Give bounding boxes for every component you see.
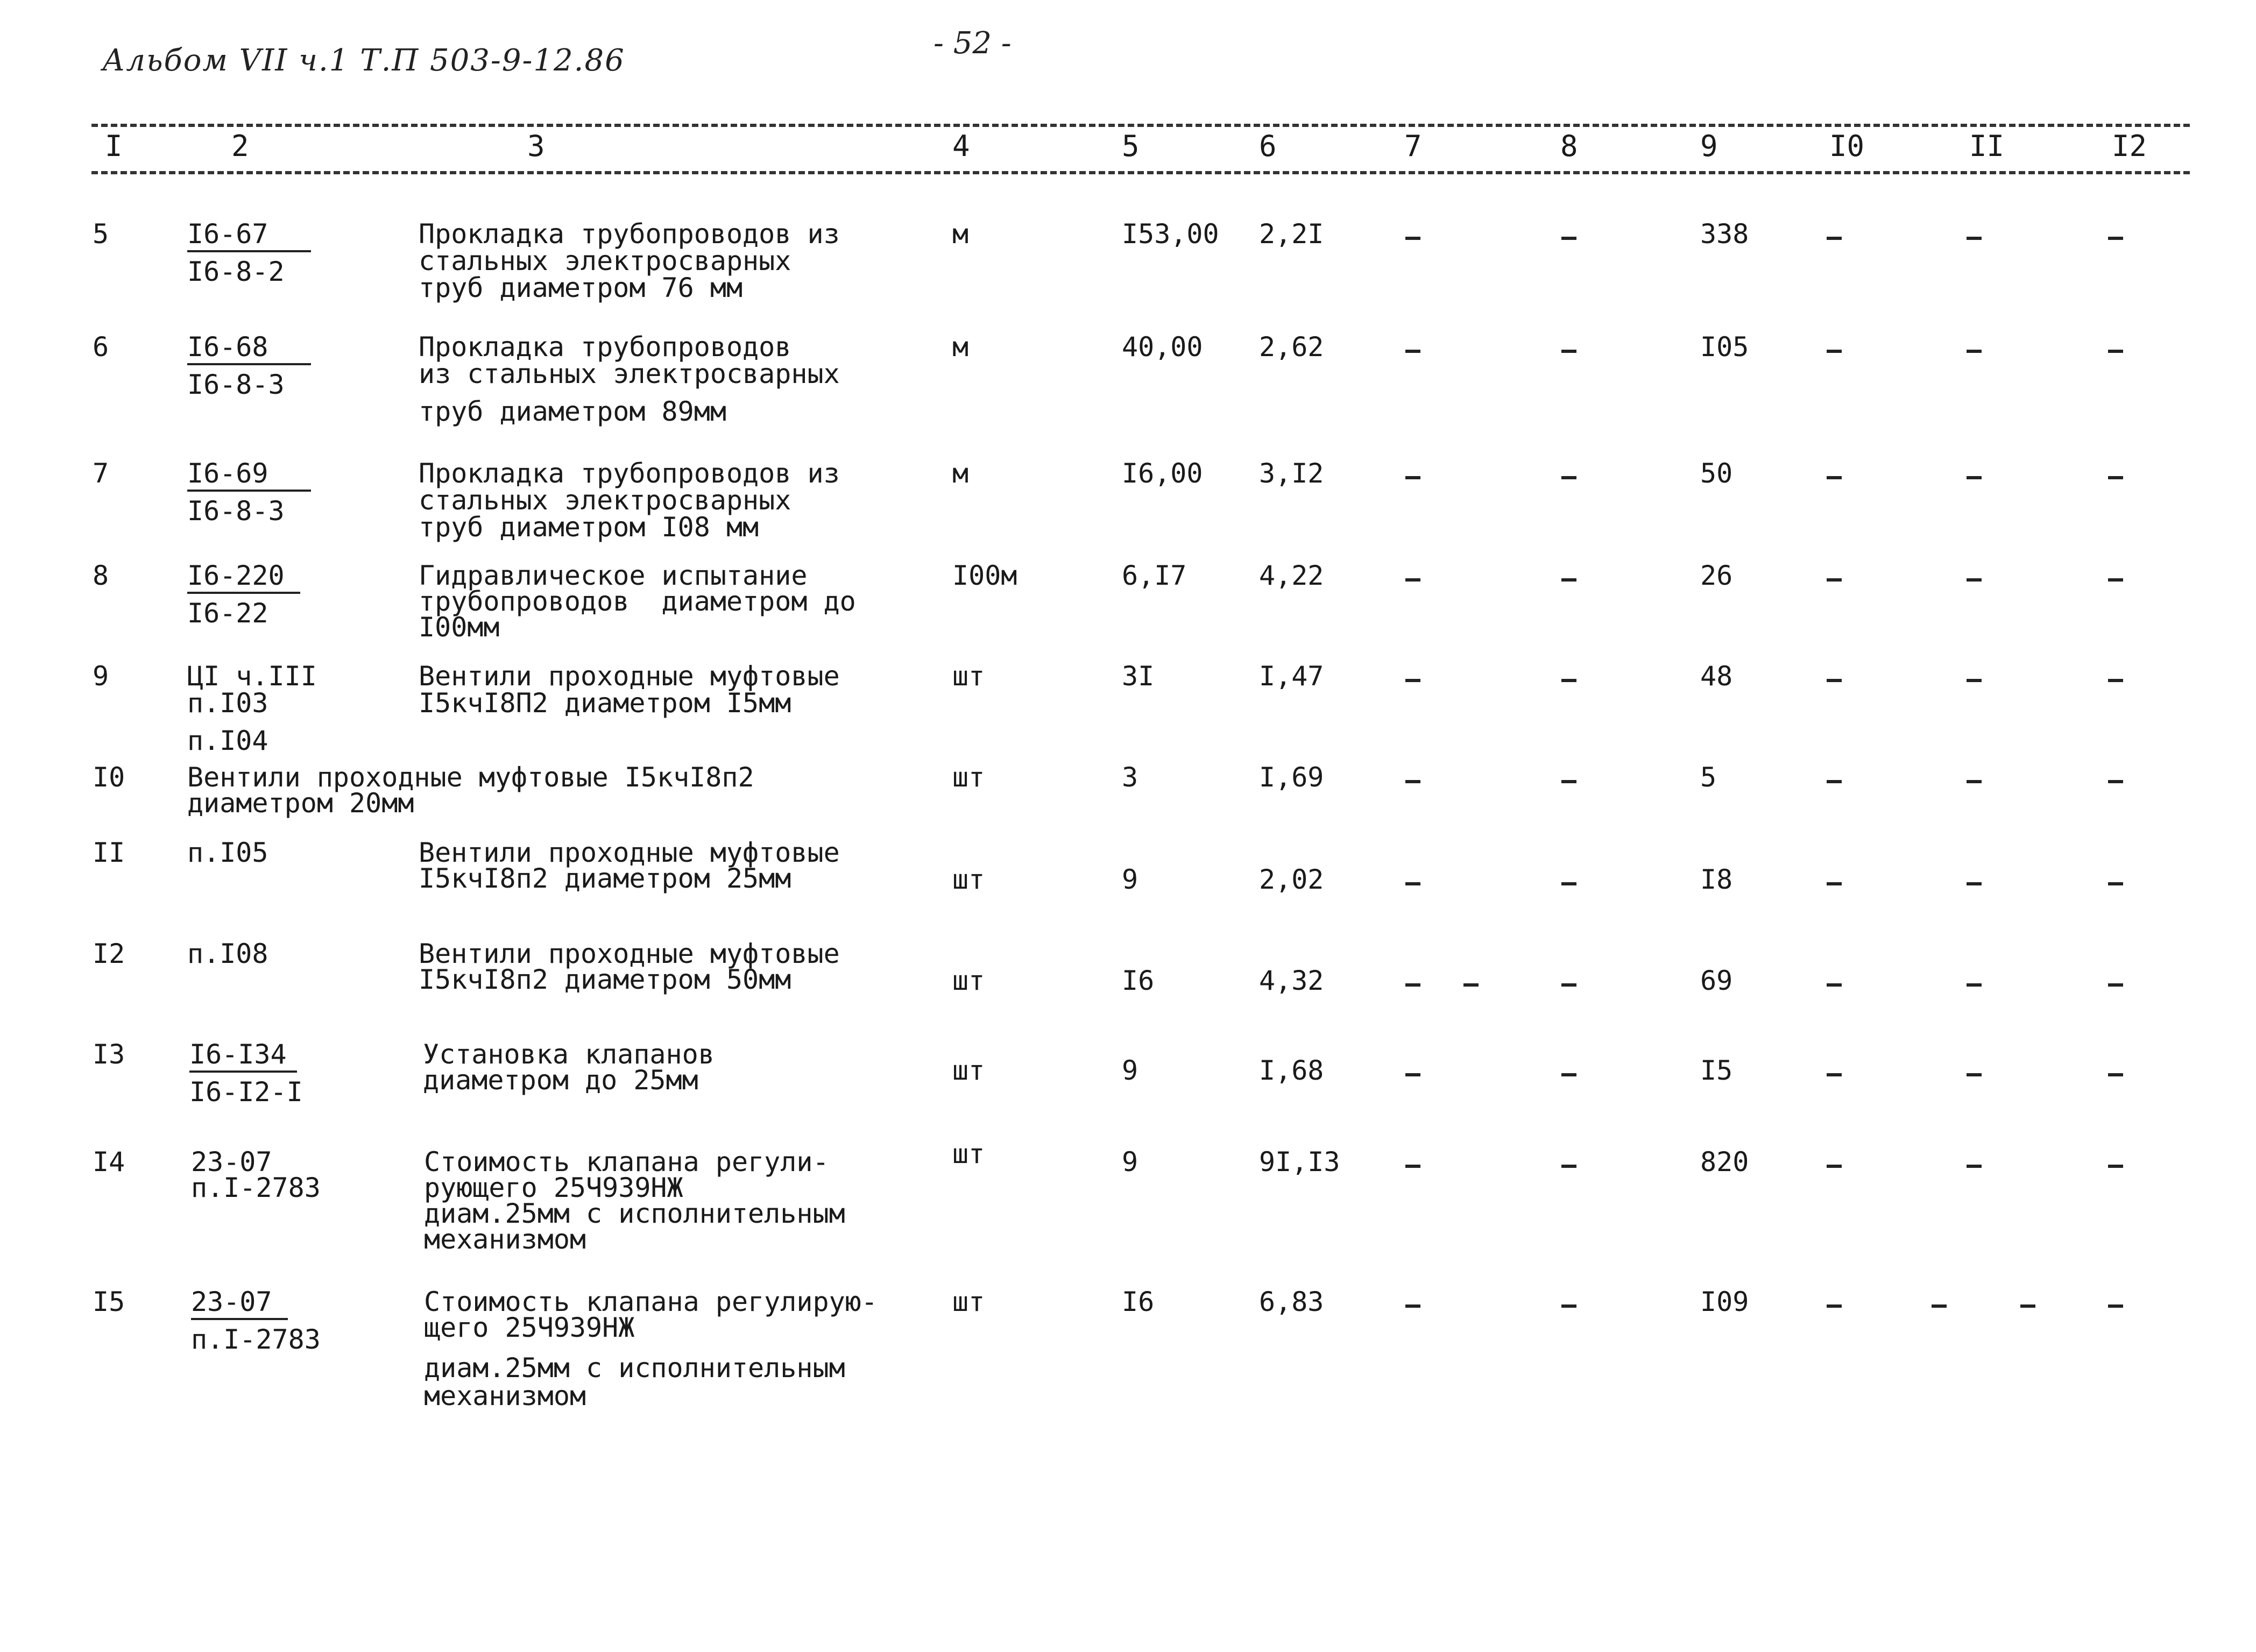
- col-header-6: 6: [1259, 129, 1277, 163]
- quantity: 9: [1122, 1146, 1138, 1178]
- quantity: I6: [1122, 1286, 1155, 1317]
- description-line: щего 25Ч939НЖ: [424, 1312, 635, 1343]
- empty-dash: [1967, 679, 1982, 682]
- empty-dash: [1561, 1073, 1576, 1076]
- norm-code: 23-07: [191, 1286, 272, 1317]
- description-line: Стоимость клапана регулирую-: [424, 1286, 878, 1317]
- empty-dash: [2108, 882, 2123, 885]
- total-cost: 48: [1700, 661, 1733, 692]
- description-line: диам.25мм с исполнительным: [424, 1198, 845, 1229]
- norm-code-sub: п.I04: [187, 725, 268, 756]
- norm-code: I6-67: [187, 218, 268, 250]
- norm-code-sub: п.I-2783: [191, 1324, 321, 1355]
- empty-dash: [1561, 1165, 1576, 1168]
- empty-dash: [1967, 780, 1982, 783]
- empty-dash: [1967, 1165, 1982, 1168]
- description-line: Прокладка трубопроводов: [419, 331, 791, 363]
- empty-dash: [1405, 983, 1420, 987]
- empty-dash: [1827, 350, 1842, 353]
- norm-code-sub: I6-8-3: [187, 369, 285, 400]
- row-number: 7: [93, 458, 109, 489]
- total-cost: 50: [1700, 458, 1733, 489]
- col-header-12: I2: [2112, 129, 2147, 163]
- quantity: I6,00: [1122, 458, 1203, 489]
- album-reference: Альбом VII ч.1 Т.П 503-9-12.86: [102, 43, 625, 78]
- code-underline: [187, 250, 311, 252]
- description-line: I5кчI8п2 диаметром 25мм: [419, 863, 791, 894]
- row-number: 8: [93, 560, 109, 591]
- description-line: I00мм: [419, 612, 500, 643]
- unit-price: I,47: [1259, 661, 1324, 692]
- code-underline: [187, 490, 311, 492]
- empty-dash: [1561, 679, 1576, 682]
- unit: м: [952, 331, 969, 363]
- description-line: труб диаметром I08 мм: [419, 512, 759, 543]
- empty-dash: [1405, 1304, 1420, 1308]
- description-line: Вентили проходные муфтовые I5кчI8п2: [187, 762, 754, 793]
- norm-code-sub: п.I-2783: [191, 1172, 321, 1203]
- quantity: 9: [1122, 1055, 1138, 1086]
- empty-dash: [1967, 882, 1982, 885]
- quantity: 40,00: [1122, 331, 1203, 363]
- unit: I00м: [952, 560, 1017, 591]
- col-header-4: 4: [952, 129, 970, 163]
- unit-price: 2,02: [1259, 864, 1324, 895]
- col-header-3: 3: [527, 129, 545, 163]
- empty-dash: [2020, 1304, 2035, 1308]
- row-number: I3: [93, 1039, 125, 1070]
- empty-dash: [2108, 476, 2123, 479]
- unit: шт: [952, 762, 985, 793]
- unit-price: 3,I2: [1259, 458, 1324, 489]
- empty-dash: [1561, 780, 1576, 783]
- description-line: рующего 25Ч939НЖ: [424, 1172, 683, 1203]
- empty-dash: [1967, 983, 1982, 987]
- total-cost: 26: [1700, 560, 1733, 591]
- empty-dash: [1405, 780, 1420, 783]
- row-number: 6: [93, 331, 109, 363]
- empty-dash: [2108, 1304, 2123, 1308]
- norm-code: 23-07: [191, 1146, 272, 1178]
- description-line: Прокладка трубопроводов из: [419, 458, 840, 489]
- description-line: I5кчI8П2 диаметром I5мм: [419, 687, 791, 719]
- code-underline: [191, 1318, 288, 1320]
- empty-dash: [2108, 983, 2123, 987]
- col-header-9: 9: [1700, 129, 1718, 163]
- empty-dash: [2108, 350, 2123, 353]
- empty-dash: [1827, 1073, 1842, 1076]
- description-line: диаметром 20мм: [187, 788, 414, 819]
- empty-dash: [1561, 983, 1576, 987]
- empty-dash: [1827, 882, 1842, 885]
- total-cost: I8: [1700, 864, 1733, 895]
- total-cost: 5: [1700, 762, 1717, 793]
- empty-dash: [1967, 476, 1982, 479]
- page-number: - 52 -: [933, 26, 1012, 61]
- description-line: диам.25мм с исполнительным: [424, 1352, 845, 1384]
- total-cost: I5: [1700, 1055, 1733, 1086]
- quantity: 6,I7: [1122, 560, 1187, 591]
- empty-dash: [1827, 1165, 1842, 1168]
- quantity: 9: [1122, 864, 1138, 895]
- empty-dash: [1827, 1304, 1842, 1308]
- description-line: Гидравлическое испытание: [419, 560, 808, 591]
- description-line: механизмом: [424, 1224, 586, 1255]
- col-header-1: I: [105, 129, 123, 163]
- empty-dash: [1827, 679, 1842, 682]
- norm-code: I6-69: [187, 458, 268, 489]
- empty-dash: [2108, 1165, 2123, 1168]
- description-line: Стоимость клапана регули-: [424, 1146, 829, 1178]
- empty-dash: [1561, 578, 1576, 582]
- empty-dash: [1967, 350, 1982, 353]
- empty-dash: [1561, 882, 1576, 885]
- description-line: стальных электросварных: [419, 245, 791, 276]
- empty-dash: [1967, 1073, 1982, 1076]
- row-number: I0: [93, 762, 125, 793]
- empty-dash: [1405, 1073, 1420, 1076]
- norm-code: I6-I34: [189, 1039, 287, 1070]
- empty-dash: [1561, 476, 1576, 479]
- empty-dash: [1405, 1165, 1420, 1168]
- empty-dash: [1463, 983, 1479, 987]
- description-line: Вентили проходные муфтовые: [419, 938, 840, 969]
- empty-dash: [1405, 578, 1420, 582]
- unit: м: [952, 218, 969, 250]
- norm-code-sub: I6-I2-I: [189, 1076, 303, 1108]
- quantity: I53,00: [1122, 218, 1219, 250]
- row-number: II: [93, 837, 125, 868]
- description-line: Установка клапанов: [423, 1039, 715, 1070]
- description-line: Вентили проходные муфтовые: [419, 837, 840, 868]
- unit: шт: [952, 864, 985, 895]
- unit-price: 2,2I: [1259, 218, 1324, 250]
- unit: шт: [952, 965, 985, 996]
- unit-price: 2,62: [1259, 331, 1324, 363]
- total-cost: 338: [1700, 218, 1749, 250]
- empty-dash: [2108, 578, 2123, 582]
- description-line: механизмом: [424, 1380, 586, 1412]
- empty-dash: [1827, 476, 1842, 479]
- empty-dash: [1827, 983, 1842, 987]
- norm-code: п.I05: [187, 837, 268, 868]
- empty-dash: [1405, 679, 1420, 682]
- header-rule-bottom: [91, 171, 2190, 174]
- unit-price: 9I,I3: [1259, 1146, 1340, 1178]
- unit: шт: [952, 1138, 985, 1169]
- empty-dash: [2108, 237, 2123, 240]
- row-number: I2: [93, 938, 125, 969]
- code-underline: [187, 363, 311, 365]
- empty-dash: [1932, 1304, 1947, 1308]
- col-header-11: II: [1969, 129, 2005, 163]
- empty-dash: [1405, 350, 1420, 353]
- col-header-10: I0: [1829, 129, 1865, 163]
- empty-dash: [2108, 1073, 2123, 1076]
- unit: шт: [952, 1286, 985, 1317]
- empty-dash: [2108, 679, 2123, 682]
- quantity: 3: [1122, 762, 1138, 793]
- total-cost: I09: [1700, 1286, 1749, 1317]
- empty-dash: [1561, 350, 1576, 353]
- description-line: из стальных электросварных: [419, 358, 840, 389]
- quantity: 3I: [1122, 661, 1155, 692]
- norm-code-sub: I6-8-3: [187, 495, 285, 527]
- description-line: трубопроводов диаметром до: [419, 586, 856, 617]
- header-rule-top: [91, 124, 2190, 127]
- norm-code: п.I08: [187, 938, 268, 969]
- norm-code: ЦI ч.III: [187, 661, 317, 692]
- unit: шт: [952, 1055, 985, 1086]
- norm-code-sub: I6-8-2: [187, 256, 285, 287]
- description-line: I5кчI8п2 диаметром 50мм: [419, 964, 791, 995]
- description-line: труб диаметром 89мм: [419, 396, 726, 427]
- norm-code-sub: I6-22: [187, 598, 268, 629]
- empty-dash: [2108, 780, 2123, 783]
- col-header-8: 8: [1560, 129, 1578, 163]
- norm-code: I6-220: [187, 560, 285, 591]
- empty-dash: [1967, 237, 1982, 240]
- empty-dash: [1561, 237, 1576, 240]
- unit-price: 6,83: [1259, 1286, 1324, 1317]
- empty-dash: [1405, 476, 1420, 479]
- empty-dash: [1827, 780, 1842, 783]
- total-cost: I05: [1700, 331, 1749, 363]
- unit-price: 4,22: [1259, 560, 1324, 591]
- row-number: 9: [93, 661, 109, 692]
- col-header-5: 5: [1122, 129, 1140, 163]
- unit: м: [952, 458, 969, 489]
- row-number: I5: [93, 1286, 125, 1317]
- code-underline: [189, 1070, 297, 1073]
- code-underline: [187, 592, 300, 594]
- description-line: труб диаметром 76 мм: [419, 272, 743, 303]
- col-header-2: 2: [231, 129, 249, 163]
- col-header-7: 7: [1404, 129, 1422, 163]
- empty-dash: [1827, 237, 1842, 240]
- description-line: стальных электросварных: [419, 485, 791, 516]
- description-line: Вентили проходные муфтовые: [419, 661, 840, 692]
- total-cost: 820: [1700, 1146, 1749, 1178]
- norm-code: I6-68: [187, 331, 268, 363]
- empty-dash: [1561, 1304, 1576, 1308]
- unit-price: I,68: [1259, 1055, 1324, 1086]
- empty-dash: [1967, 578, 1982, 582]
- row-number: I4: [93, 1146, 125, 1178]
- unit-price: I,69: [1259, 762, 1324, 793]
- empty-dash: [1827, 578, 1842, 582]
- empty-dash: [1405, 882, 1420, 885]
- unit: шт: [952, 661, 985, 692]
- empty-dash: [1405, 237, 1420, 240]
- description-line: Прокладка трубопроводов из: [419, 218, 840, 250]
- total-cost: 69: [1700, 965, 1733, 996]
- norm-code-sub: п.I03: [187, 687, 268, 719]
- unit-price: 4,32: [1259, 965, 1324, 996]
- description-line: диаметром до 25мм: [423, 1065, 698, 1096]
- row-number: 5: [93, 218, 109, 250]
- quantity: I6: [1122, 965, 1155, 996]
